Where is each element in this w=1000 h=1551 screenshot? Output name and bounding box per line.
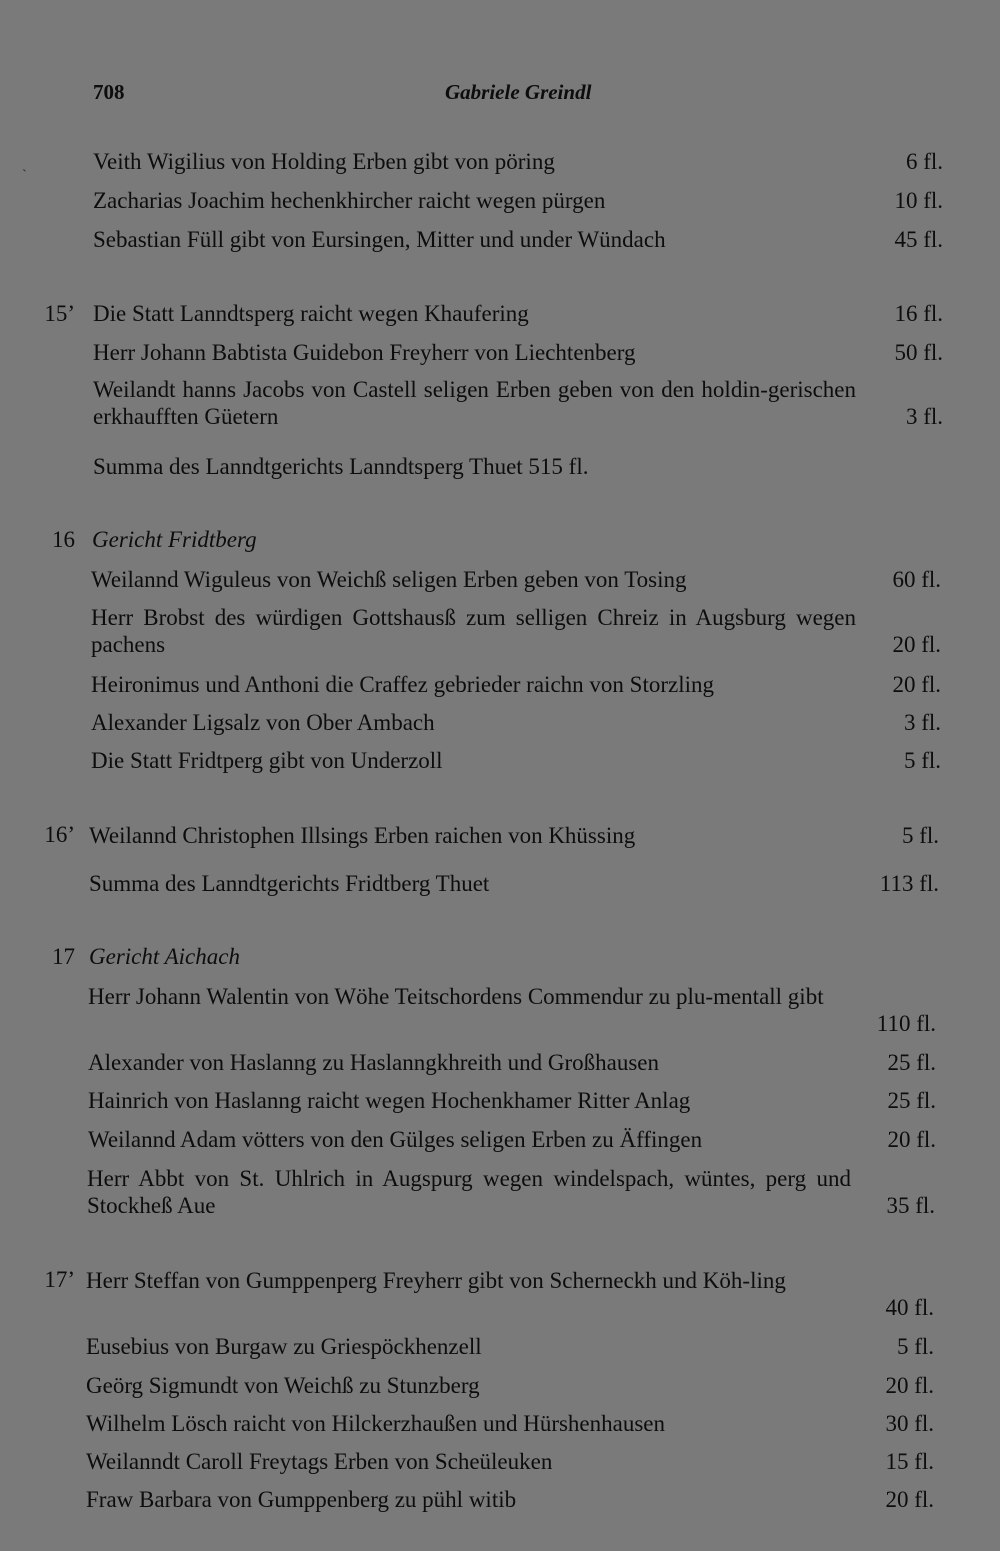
entry-amount: 3 fl. xyxy=(903,710,941,735)
entry-text: Eusebius von Burgaw zu Griespöckhenzell xyxy=(86,1334,482,1359)
entry-row xyxy=(86,1410,936,1437)
entry-amount: 16 fl. xyxy=(894,301,943,326)
summa-row xyxy=(93,453,943,480)
entry-text: Alexander Ligsalz von Ober Ambach xyxy=(91,710,435,735)
entry-amount: 40 fl. xyxy=(885,1295,934,1320)
line-marker: 17’ xyxy=(44,1267,75,1292)
line-marker: 16 xyxy=(52,527,75,552)
entry-text: Herr Johann Babtista Guidebon Freyherr von Liechtenberg xyxy=(93,340,636,365)
entry-row xyxy=(88,1049,938,1076)
entry-amount: 60 fl. xyxy=(892,567,941,592)
entry-amount: 3 fl. xyxy=(905,404,943,429)
entry-amount: 20 fl. xyxy=(887,1127,936,1152)
entry-text: Weilannd Adam vötters von den Gülges seligen Erben zu Äffingen xyxy=(88,1127,703,1152)
entry-amount: 20 fl. xyxy=(892,632,941,657)
entry-amount: 20 fl. xyxy=(885,1373,934,1398)
entry-text: Sebastian Füll gibt von Eursingen, Mitter und under Wündach xyxy=(93,227,666,252)
entry-amount: 110 fl. xyxy=(876,1011,936,1036)
entry-text: Weilannd Christophen Illsings Erben raichen von Khüssing xyxy=(89,823,636,848)
entry-text: Weilannd Wiguleus von Weichß seligen Erben geben von Tosing xyxy=(91,567,687,592)
entry-row xyxy=(86,1267,936,1321)
entry-row xyxy=(91,604,941,658)
entry-text: Die Statt Fridtperg gibt von Underzoll xyxy=(91,748,443,773)
entry-amount: 20 fl. xyxy=(885,1487,934,1512)
entry-row xyxy=(93,226,943,253)
entry-row xyxy=(91,709,941,736)
entry-text: Alexander von Haslanng zu Haslanngkhreith und Großhausen xyxy=(88,1050,660,1075)
entry-row xyxy=(93,300,943,327)
entry-amount: 20 fl. xyxy=(892,672,941,697)
line-marker: 17 xyxy=(52,944,75,969)
entry-row xyxy=(91,671,941,698)
entry-text: Weilandt hanns Jacobs von Castell seligen Erben geben von den holdin-gerischen erkhaufften Güetern xyxy=(93,377,856,429)
entry-row xyxy=(93,339,943,366)
entry-text: Weilanndt Caroll Freytags Erben von Scheüleuken xyxy=(86,1449,553,1474)
entry-row xyxy=(91,747,941,774)
entry-row xyxy=(86,1372,936,1399)
entry-text: Herr Steffan von Gumppenperg Freyherr gibt von Scherneckh und Köh-ling xyxy=(86,1268,786,1293)
entry-text: Wilhelm Lösch raicht von Hilckerzhaußen und Hürshenhausen xyxy=(86,1411,666,1436)
entry-row xyxy=(93,376,943,430)
entry-row xyxy=(86,1486,936,1513)
line-marker: 15’ xyxy=(44,301,75,326)
entry-amount: 50 fl. xyxy=(894,340,943,365)
entry-amount: 6 fl. xyxy=(905,149,943,174)
entry-row xyxy=(88,1087,938,1114)
entry-text: Zacharias Joachim hechenkhircher raicht wegen pürgen xyxy=(93,188,606,213)
entry-row xyxy=(91,566,941,593)
section-heading: Gericht Fridtberg xyxy=(92,527,257,552)
entry-amount: 5 fl. xyxy=(901,823,939,848)
entry-row xyxy=(89,822,939,849)
entry-text: Geörg Sigmundt von Weichß zu Stunzberg xyxy=(86,1373,480,1398)
entry-amount: 15 fl. xyxy=(885,1449,934,1474)
summa-row xyxy=(89,870,939,897)
entry-row xyxy=(93,187,943,214)
entry-text: Fraw Barbara von Gumppenberg zu pühl witib xyxy=(86,1487,517,1512)
entry-row xyxy=(88,983,938,1037)
page-header xyxy=(0,80,1000,110)
summa-amount: 113 fl. xyxy=(879,871,939,896)
running-head: Gabriele Greindl xyxy=(445,80,592,104)
entry-row xyxy=(87,1165,937,1219)
entry-row xyxy=(86,1333,936,1360)
entry-text: Heironimus und Anthoni die Craffez gebrieder raichn von Storzling xyxy=(91,672,714,697)
line-marker: 16’ xyxy=(44,822,75,847)
entry-row xyxy=(88,1126,938,1153)
entry-text: Herr Abbt von St. Uhlrich in Augspurg wegen windelspach, wüntes, perg und Stockheß Aue xyxy=(87,1166,851,1218)
entry-text: Herr Brobst des würdigen Gottshausß zum selligen Chreiz in Augsburg wegen pachens xyxy=(91,605,856,657)
entry-amount: 25 fl. xyxy=(887,1050,936,1075)
summa-text: Summa des Lanndtgerichts Fridtberg Thuet xyxy=(89,871,490,896)
entry-amount: 45 fl. xyxy=(894,227,943,252)
entry-amount: 10 fl. xyxy=(894,188,943,213)
entry-text: Veith Wigilius von Holding Erben gibt von pöring xyxy=(93,149,555,174)
section-heading: Gericht Aichach xyxy=(89,944,240,969)
entry-amount: 35 fl. xyxy=(886,1193,935,1218)
entry-amount: 25 fl. xyxy=(887,1088,936,1113)
entry-row xyxy=(93,148,943,175)
entry-amount: 30 fl. xyxy=(885,1411,934,1436)
entry-text: Hainrich von Haslanng raicht wegen Hochenkhamer Ritter Anlag xyxy=(88,1088,691,1113)
entry-text: Herr Johann Walentin von Wöhe Teitschordens Commendur zu plu-mentall gibt xyxy=(88,984,824,1009)
entry-row xyxy=(86,1448,936,1475)
page-number: 708 xyxy=(93,80,125,104)
entry-amount: 5 fl. xyxy=(903,748,941,773)
summa-text: Summa des Lanndtgerichts Lanndtsperg Thuet 515 fl. xyxy=(93,454,589,479)
stray-mark: ` xyxy=(22,168,27,183)
entry-text: Die Statt Lanndtsperg raicht wegen Khaufering xyxy=(93,301,529,326)
entry-amount: 5 fl. xyxy=(896,1334,934,1359)
